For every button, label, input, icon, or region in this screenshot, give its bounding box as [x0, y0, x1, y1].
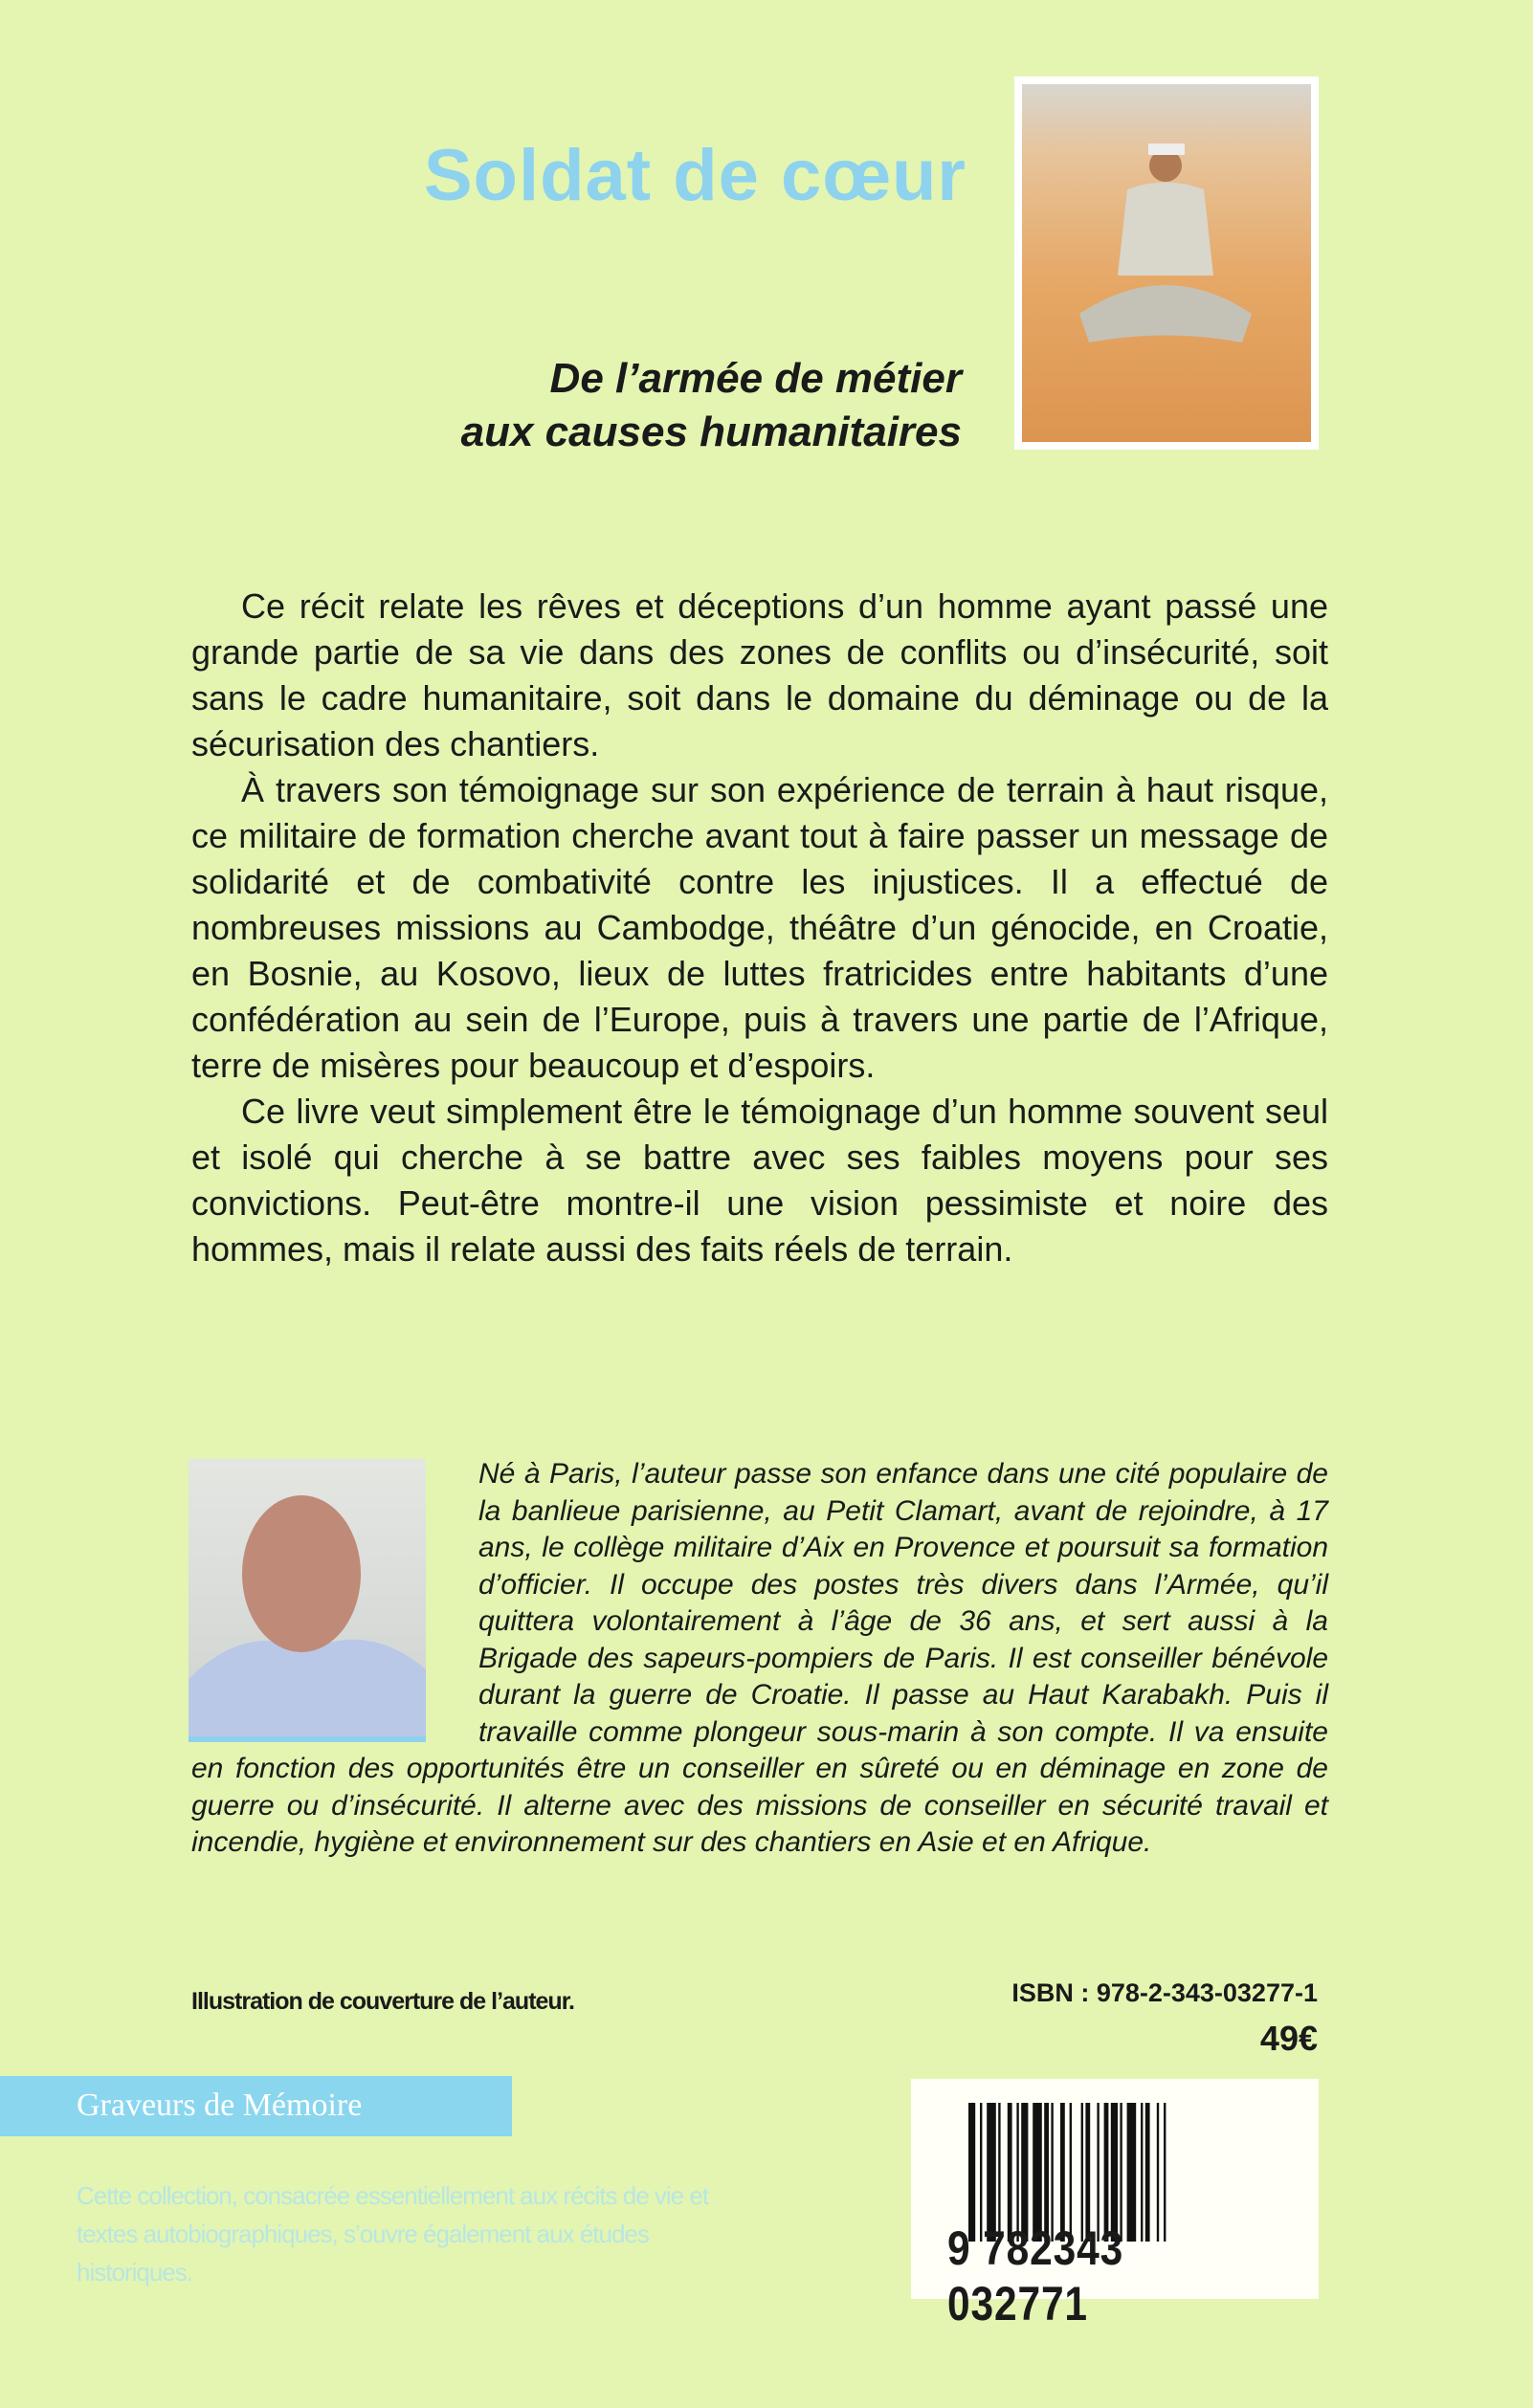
- cover-photo: [1014, 77, 1319, 450]
- illustration-credit: Illustration de couverture de l’auteur.: [191, 1988, 574, 2015]
- summary-paragraph: Ce récit relate les rêves et déceptions d’un homme ayant passé une grande partie de sa vie dans des zones de conflits ou d’insécurité, soit sans le cadre humanitaire, soit dans le domaine du déminage ou de la sécurisation des chantiers.: [191, 586, 1328, 763]
- book-summary: [191, 584, 1328, 1272]
- subtitle-line: De l’armée de métier: [549, 355, 962, 402]
- collection-banner: [0, 2076, 512, 2136]
- price: 49€: [1259, 2019, 1318, 2058]
- desert-man-image: [1022, 84, 1311, 442]
- isbn: ISBN : 978-2-343-03277-1: [1011, 1978, 1318, 2007]
- collection-name: Graveurs de Mémoire: [77, 2088, 363, 2123]
- barcode: [911, 2079, 1319, 2331]
- summary-paragraph: À travers son témoignage sur son expérience de terrain à haut risque, ce militaire de formation cherche avant tout à faire passer un message de solidarité et de combativité contre les injustices. Il a effectué de nombreuses missions au Cambodge, théâtre d’un génocide, en Croatie, en Bosnie, au Kosovo, lieux de luttes fratricides entre habitants d’une confédération au sein de l’Europe, puis à travers une partie de l’Afrique, terre de misères pour beaucoup et d’espoirs.: [191, 770, 1328, 1085]
- barcode-number: 9 782343 032771: [947, 2221, 1124, 2331]
- summary-paragraph: Ce livre veut simplement être le témoignage d’un homme souvent seul et isolé qui cherche à se battre avec ses faibles moyens pour ses convictions. Peut-être montre-il une vision pessimiste et noire des hommes, mais il relate aussi des faits réels de terrain.: [191, 1092, 1328, 1269]
- book-subtitle: [364, 352, 962, 459]
- collection-description: Cette collection, consacrée essentiellement aux récits de vie et textes autobiographiques, s’ouvre également aux études historiques.: [77, 2181, 709, 2286]
- book-title: Soldat de cœur: [423, 135, 966, 216]
- author-bio: [191, 1456, 1328, 1862]
- author-bio-text: Né à Paris, l’auteur passe son enfance dans une cité populaire de la banlieue parisienne, au Petit Clamart, avant de rejoindre, à 17 ans, le collège militaire d’Aix en Provence et poursuit sa formation d’officier. Il occupe des postes très divers dans l’Armée, qu’il quittera volontairement à l’âge de 36 ans, et sert aussi à la Brigade des sapeurs-pompiers de Paris. Il est conseiller bénévole durant la guerre de Croatie. Il passe au Haut Karabakh. Puis il travaille comme plongeur sous-marin à son compte. Il va ensuite en fonction des opportunités être un conseiller en sûreté ou en déminage en zone de guerre ou d’insécurité. Il alterne avec des missions de conseiller en sécurité travail et incendie, hygiène et environnement sur des chantiers en Asie et en Afrique.: [191, 1458, 1328, 1858]
- subtitle-line: aux causes humanitaires: [460, 409, 962, 455]
